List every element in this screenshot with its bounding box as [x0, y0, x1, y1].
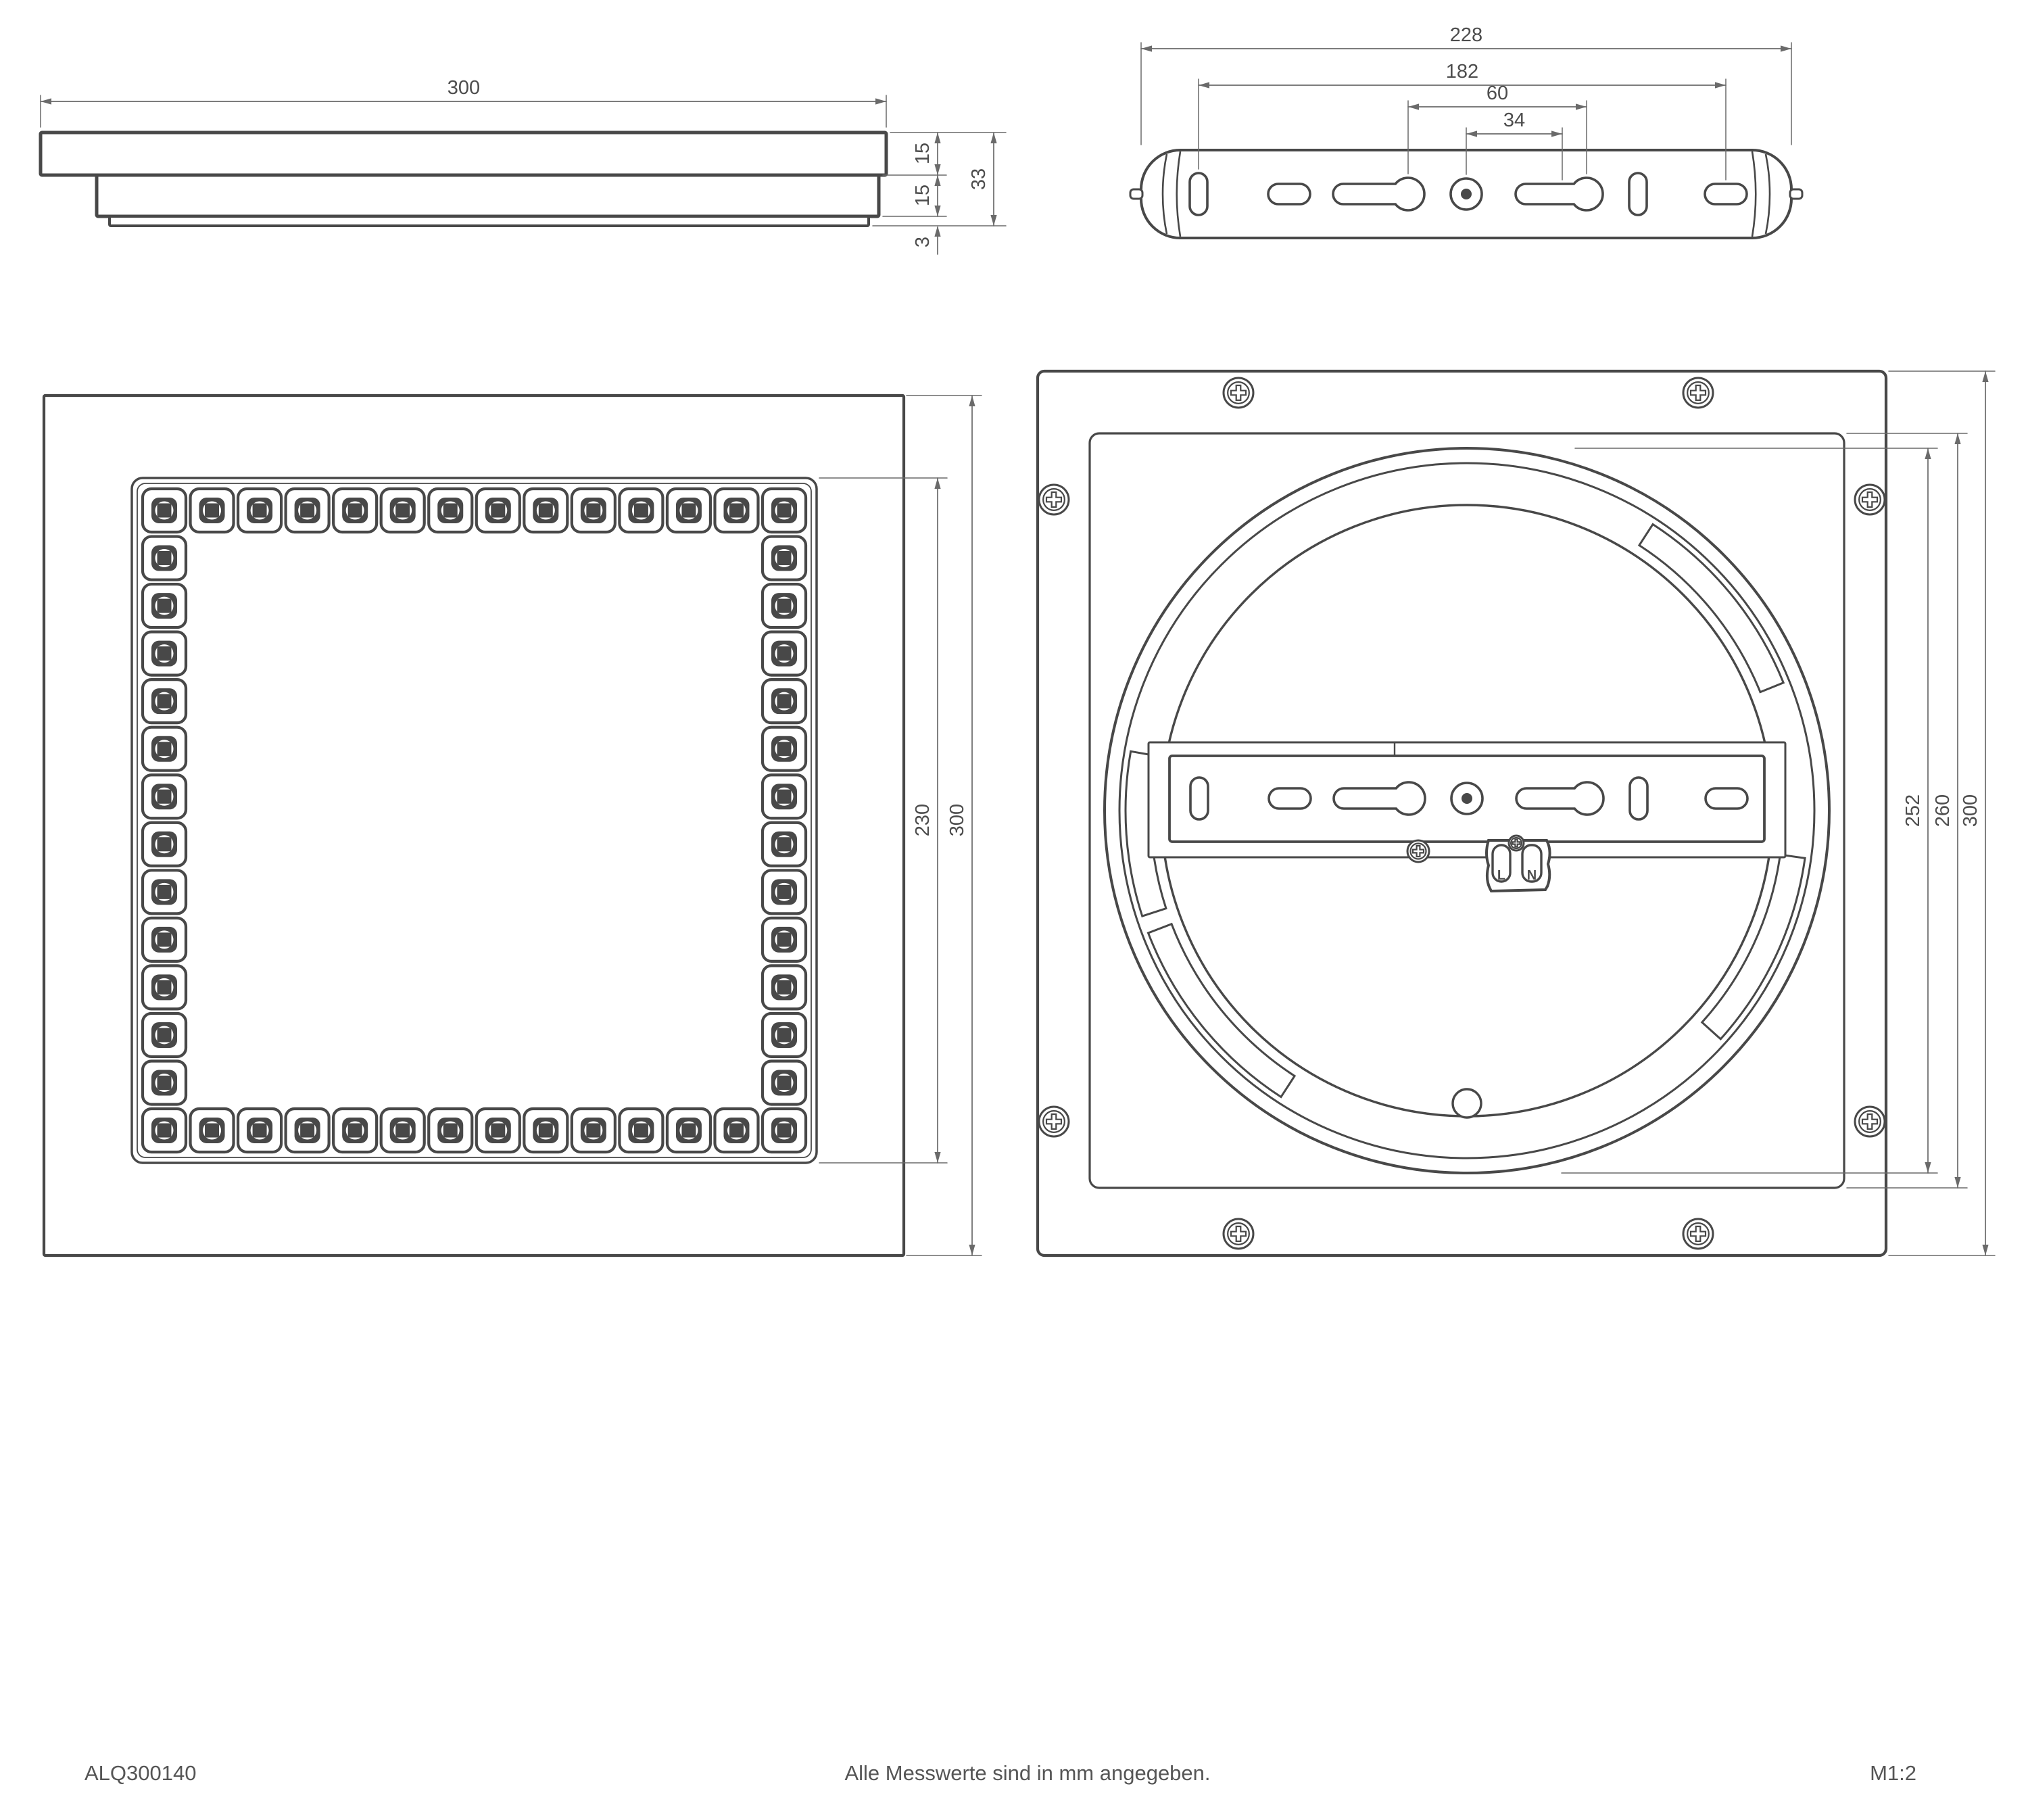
led-chip [253, 504, 267, 518]
led-module [429, 489, 472, 532]
terminal-label-live: L [1497, 868, 1506, 883]
generated-views [41, 24, 1995, 1255]
led-chip [539, 1124, 553, 1138]
led-module [715, 489, 758, 532]
led-chip [158, 599, 172, 613]
center-hole-pin [1462, 793, 1472, 804]
keyhole-slot [1334, 782, 1425, 815]
led-chip [158, 980, 172, 995]
led-module [667, 489, 710, 532]
led-chip [777, 599, 792, 613]
led-module [477, 1109, 520, 1152]
led-module [143, 632, 186, 675]
led-module [381, 1109, 425, 1152]
dim-label: 34 [1503, 110, 1526, 131]
led-module [619, 489, 662, 532]
led-module [143, 823, 186, 866]
led-module [191, 1109, 234, 1152]
dim-arrowhead [875, 98, 886, 104]
led-chip [491, 504, 505, 518]
led-chip [158, 790, 172, 804]
dim-label: 230 [912, 803, 934, 837]
led-module [143, 965, 186, 1009]
led-chip [395, 504, 410, 518]
led-chip [539, 504, 553, 518]
footer-note: Alle Messwerte sind in mm angegeben. [844, 1761, 1211, 1785]
led-module [763, 679, 806, 723]
led-chip [777, 694, 792, 709]
panel-body-profile [97, 175, 879, 216]
led-module [381, 489, 425, 532]
dim-label: 300 [946, 803, 968, 837]
led-chip [777, 790, 792, 804]
led-module [763, 727, 806, 771]
vertical-slot [1190, 777, 1208, 819]
led-module [763, 870, 806, 913]
vertical-slot [1629, 173, 1647, 215]
vertical-slot [1190, 173, 1207, 215]
led-chip [491, 1124, 505, 1138]
dim-arrowhead [1925, 448, 1931, 459]
led-chip [205, 1124, 219, 1138]
dim-arrowhead [1576, 103, 1587, 110]
dim-label: 260 [1932, 794, 1954, 828]
phillips-screw-icon [1683, 1219, 1713, 1249]
scale-label: M1:2 [1870, 1761, 1916, 1785]
led-chip [777, 742, 792, 756]
dim-label: 300 [447, 77, 481, 99]
led-chip [300, 504, 314, 518]
dim-arrowhead [1715, 82, 1726, 88]
led-chip [158, 646, 172, 661]
led-module [667, 1109, 710, 1152]
led-module [143, 870, 186, 913]
led-module [524, 489, 567, 532]
led-chip [681, 504, 696, 518]
front-view [44, 396, 982, 1255]
dim-arrowhead [934, 164, 940, 175]
led-chip [395, 1124, 410, 1138]
led-chip [158, 742, 172, 756]
led-module [143, 1109, 186, 1152]
dim-arrowhead [969, 1245, 975, 1255]
dim-label: 60 [1486, 82, 1509, 104]
bracket-tab [1790, 189, 1802, 199]
dim-arrowhead [1781, 45, 1791, 51]
dim-arrowhead [934, 1152, 940, 1163]
cable-hole [1453, 1089, 1481, 1118]
led-module [143, 679, 186, 723]
vertical-slot [1630, 777, 1647, 819]
dim-arrowhead [990, 215, 996, 226]
led-module [191, 489, 234, 532]
center-hole-pin [1461, 189, 1472, 199]
dim-label: 182 [1445, 61, 1479, 82]
dim-arrowhead [1551, 130, 1562, 137]
led-chip [158, 1124, 172, 1138]
phillips-screw-icon [1039, 485, 1069, 514]
led-module [143, 584, 186, 627]
led-module [143, 489, 186, 532]
led-chip [586, 504, 600, 518]
led-chip [158, 885, 172, 899]
dim-arrowhead [1141, 45, 1152, 51]
dim-arrowhead [934, 133, 940, 143]
led-module [333, 1109, 377, 1152]
led-chip [777, 932, 792, 947]
phillips-screw-icon [1224, 1219, 1253, 1249]
led-chip [158, 551, 172, 565]
led-module [763, 1109, 806, 1152]
led-chip [158, 504, 172, 518]
dim-arrowhead [1954, 1177, 1960, 1188]
led-chip [777, 504, 792, 518]
dim-label: 15 [912, 184, 934, 207]
led-module [143, 537, 186, 580]
dim-label: 33 [968, 168, 990, 191]
led-module [238, 1109, 281, 1152]
side-profile-view [41, 77, 1006, 254]
led-chip [158, 1028, 172, 1042]
dim-arrowhead [934, 478, 940, 489]
led-module [763, 537, 806, 580]
led-chip [253, 1124, 267, 1138]
led-module [763, 965, 806, 1009]
led-module [763, 1013, 806, 1057]
phillips-screw-icon [1039, 1107, 1069, 1136]
led-module [143, 775, 186, 818]
led-chip [205, 504, 219, 518]
led-chip [777, 837, 792, 851]
led-module [238, 489, 281, 532]
led-module [333, 489, 377, 532]
dim-arrowhead [1466, 130, 1477, 137]
led-chip [777, 1124, 792, 1138]
led-module [572, 1109, 615, 1152]
back-view [1038, 371, 1995, 1255]
led-chip [586, 1124, 600, 1138]
led-module [286, 489, 329, 532]
led-module [143, 1013, 186, 1057]
led-chip [681, 1124, 696, 1138]
led-module [143, 1061, 186, 1104]
dim-arrowhead [1954, 433, 1960, 444]
led-module [143, 918, 186, 961]
dim-arrowhead [1925, 1162, 1931, 1173]
led-chip [777, 980, 792, 995]
led-chip [158, 932, 172, 947]
led-module [619, 1109, 662, 1152]
panel-lip-profile [110, 216, 869, 226]
led-module [763, 489, 806, 532]
dim-arrowhead [934, 206, 940, 216]
led-chip [443, 1124, 458, 1138]
dim-label: 300 [1960, 794, 1981, 828]
led-chip [777, 1076, 792, 1090]
led-chip [443, 504, 458, 518]
led-chip [158, 1076, 172, 1090]
rounded-slot [1705, 184, 1747, 204]
rounded-slot [1268, 184, 1310, 204]
dim-arrowhead [969, 396, 975, 406]
phillips-screw-icon [1855, 1107, 1885, 1136]
dim-label: 3 [912, 236, 934, 248]
led-chip [348, 1124, 362, 1138]
led-module [763, 584, 806, 627]
led-module [763, 632, 806, 675]
led-module [477, 489, 520, 532]
panel-frame-profile [41, 133, 886, 175]
led-chip [777, 885, 792, 899]
dim-arrowhead [1982, 371, 1988, 382]
led-module [286, 1109, 329, 1152]
dim-arrowhead [41, 98, 51, 104]
led-module [763, 918, 806, 961]
rounded-slot [1706, 788, 1747, 809]
led-module [429, 1109, 472, 1152]
keyhole-slot [1516, 782, 1603, 815]
led-module [524, 1109, 567, 1152]
phillips-screw-icon [1224, 378, 1253, 408]
led-chip [158, 694, 172, 709]
led-module [763, 1061, 806, 1104]
bracket-tab [1130, 189, 1142, 199]
dim-label: 228 [1449, 24, 1483, 46]
led-chip [348, 504, 362, 518]
led-module [572, 489, 615, 532]
led-module [143, 727, 186, 771]
dim-arrowhead [990, 133, 996, 143]
dim-arrowhead [934, 226, 940, 237]
rounded-slot [1269, 788, 1311, 809]
dim-arrowhead [1408, 103, 1419, 110]
led-chip [777, 551, 792, 565]
dim-label: 252 [1902, 794, 1924, 828]
terminal-block [1487, 836, 1550, 891]
led-chip [729, 1124, 744, 1138]
led-chip [634, 1124, 648, 1138]
led-chip [777, 646, 792, 661]
dim-label: 15 [912, 142, 934, 165]
led-chip [158, 837, 172, 851]
led-chip [300, 1124, 314, 1138]
led-module [715, 1109, 758, 1152]
dim-arrowhead [1199, 82, 1209, 88]
led-module [763, 823, 806, 866]
led-chip [634, 504, 648, 518]
terminal-label-neutral: N [1526, 868, 1537, 883]
led-chip [777, 1028, 792, 1042]
phillips-screw-icon [1683, 378, 1713, 408]
dim-arrowhead [934, 175, 940, 186]
led-module [763, 775, 806, 818]
phillips-screw-icon [1855, 485, 1885, 514]
phillips-screw-icon [1407, 840, 1429, 862]
dim-arrowhead [1982, 1245, 1988, 1255]
phillips-screw-icon [1509, 836, 1524, 851]
bracket-side-view [1130, 24, 1802, 238]
led-chip [729, 504, 744, 518]
article-number: ALQ300140 [84, 1761, 197, 1785]
